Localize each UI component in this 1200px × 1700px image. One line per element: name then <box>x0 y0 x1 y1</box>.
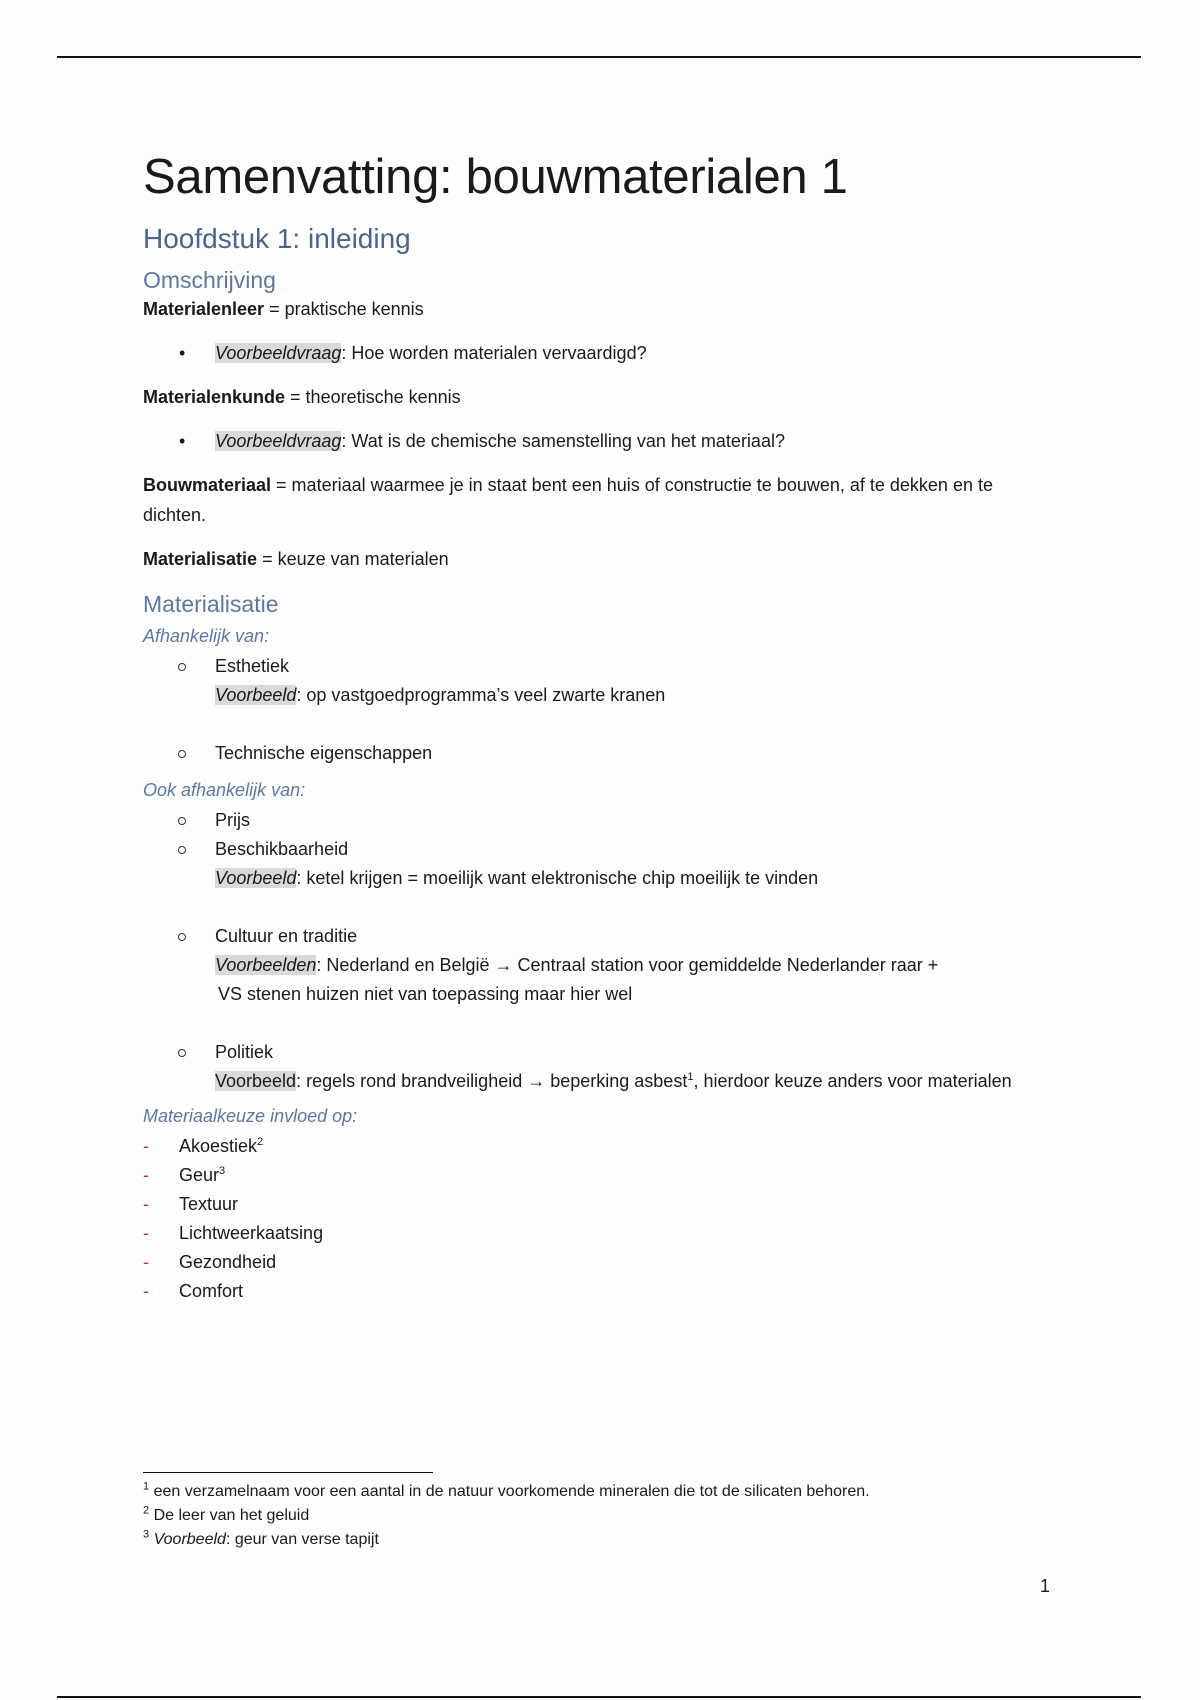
footnote-number: 1 <box>143 1480 150 1493</box>
list-item <box>143 1277 1057 1306</box>
subheading-invloed: Materiaalkeuze invloed op: <box>143 1106 358 1126</box>
list-item <box>143 1190 1057 1219</box>
list-item-text: Comfort <box>179 1281 244 1301</box>
section-heading-omschrijving: Omschrijving <box>143 267 276 293</box>
term: Materialenleer <box>143 299 265 319</box>
definition-materialenleer <box>143 294 1057 324</box>
dash-bullet-icon: - <box>143 1223 149 1243</box>
dash-bullet-icon: - <box>143 1165 149 1185</box>
example-label: Voorbeelden <box>215 955 317 975</box>
bullet-item <box>143 426 1057 456</box>
list-item-text: Politiek <box>215 1042 274 1062</box>
footnote-text: : geur van verse tapijt <box>225 1531 379 1548</box>
list-item-text: Beschikbaarheid <box>215 839 349 859</box>
bullet-icon: • <box>179 431 186 451</box>
bullet-icon: • <box>179 343 186 363</box>
definition-materialenkunde <box>143 382 1057 412</box>
example-line <box>143 951 1057 980</box>
example-line <box>143 864 1057 893</box>
circle-bullet-icon <box>178 663 186 671</box>
list-item-text: Akoestiek <box>179 1136 258 1156</box>
list-item <box>143 1161 1057 1190</box>
example-text: , hierdoor keuze anders voor materialen <box>693 1071 1012 1091</box>
circle-bullet-icon <box>178 1049 186 1057</box>
example-text: : Nederland en België → Centraal station voor gemiddelde Nederlander raar + <box>316 955 939 975</box>
footnote-ref[interactable]: 3 <box>219 1165 226 1177</box>
example-label: Voorbeeldvraag <box>215 431 342 451</box>
example-label: Voorbeeldvraag <box>215 343 342 363</box>
footnote-text: De leer van het geluid <box>149 1507 310 1524</box>
section-heading-materialisatie: Materialisatie <box>143 591 279 617</box>
definition-materialisatie <box>143 544 1057 574</box>
header-rule <box>57 56 1141 58</box>
definition-bouwmateriaal <box>143 470 1057 530</box>
footnote <box>143 1480 1057 1504</box>
list-item-text: Cultuur en traditie <box>215 926 358 946</box>
dash-bullet-icon: - <box>143 1136 149 1156</box>
example-text: : ketel krijgen = moeilijk want elektronische chip moeilijk te vinden <box>296 868 819 888</box>
circle-bullet-icon <box>178 846 186 854</box>
list-item-text: Technische eigenschappen <box>215 743 433 763</box>
example-line <box>143 681 1057 710</box>
bullet-text: : Wat is de chemische samenstelling van het materiaal? <box>341 431 785 451</box>
definition-text: = materiaal waarmee je in staat bent een huis of constructie te bouwen, af te dekken en te dichten. <box>143 475 993 525</box>
list-item <box>143 922 1057 951</box>
list-item <box>143 835 1057 864</box>
footnote-label: Voorbeeld <box>153 1531 226 1548</box>
circle-bullet-icon <box>178 750 186 758</box>
dash-bullet-icon: - <box>143 1281 149 1301</box>
footnotes <box>143 1480 1057 1552</box>
list-item <box>143 806 1057 835</box>
example-label: Voorbeeld <box>215 1071 297 1091</box>
list-item <box>143 652 1057 681</box>
definition-text: = keuze van materialen <box>257 549 449 569</box>
list-item <box>143 1248 1057 1277</box>
list-item <box>143 1038 1057 1067</box>
list-item-text: Esthetiek <box>215 656 290 676</box>
list-item-text: Textuur <box>179 1194 239 1214</box>
example-line <box>143 1067 1057 1096</box>
list-item-text: Prijs <box>215 810 250 830</box>
list-afhankelijk <box>143 652 1057 768</box>
example-label: Voorbeeld <box>215 685 297 705</box>
list-item <box>143 1132 1057 1161</box>
chapter-heading: Hoofdstuk 1: inleiding <box>143 223 411 254</box>
term: Bouwmateriaal <box>143 475 272 495</box>
footnote-number: 2 <box>143 1504 150 1517</box>
footnote-separator <box>143 1472 433 1473</box>
circle-bullet-icon <box>178 817 186 825</box>
example-text: : regels rond brandveiligheid → beperking asbest <box>296 1071 688 1091</box>
list-item <box>143 739 1057 768</box>
list-invloed <box>143 1132 1057 1306</box>
document-title: Samenvatting: bouwmaterialen 1 <box>143 150 848 204</box>
list-item-text: Lichtweerkaatsing <box>179 1223 324 1243</box>
list-item-text: Gezondheid <box>179 1252 277 1272</box>
example-label: Voorbeeld <box>215 868 297 888</box>
footnote <box>143 1528 1057 1552</box>
term: Materialenkunde <box>143 387 286 407</box>
term: Materialisatie <box>143 549 258 569</box>
footnote-text: een verzamelnaam voor een aantal in de natuur voorkomende mineralen die tot de silicaten behoren. <box>149 1483 870 1500</box>
footnote <box>143 1504 1057 1528</box>
bullet-text: : Hoe worden materialen vervaardigd? <box>341 343 647 363</box>
footnote-ref[interactable]: 2 <box>257 1136 264 1148</box>
page-number: 1 <box>1040 1576 1051 1596</box>
example-line: VS stenen huizen niet van toepassing maar hier wel <box>218 984 633 1004</box>
list-item-text: Geur <box>179 1165 220 1185</box>
example-text: : op vastgoedprogramma’s veel zwarte kranen <box>296 685 666 705</box>
definition-text: = theoretische kennis <box>285 387 461 407</box>
definition-text: = praktische kennis <box>264 299 424 319</box>
page-content <box>143 146 1057 1306</box>
subheading-ook-afhankelijk: Ook afhankelijk van: <box>143 780 306 800</box>
list-item <box>143 1219 1057 1248</box>
circle-bullet-icon <box>178 933 186 941</box>
subheading-afhankelijk: Afhankelijk van: <box>143 626 270 646</box>
footnote-number: 3 <box>143 1528 150 1541</box>
footnote-ref[interactable]: 1 <box>687 1071 694 1083</box>
list-ook-afhankelijk <box>143 806 1057 1096</box>
footer-rule <box>57 1696 1141 1698</box>
dash-bullet-icon: - <box>143 1252 149 1272</box>
dash-bullet-icon: - <box>143 1194 149 1214</box>
bullet-item <box>143 338 1057 368</box>
